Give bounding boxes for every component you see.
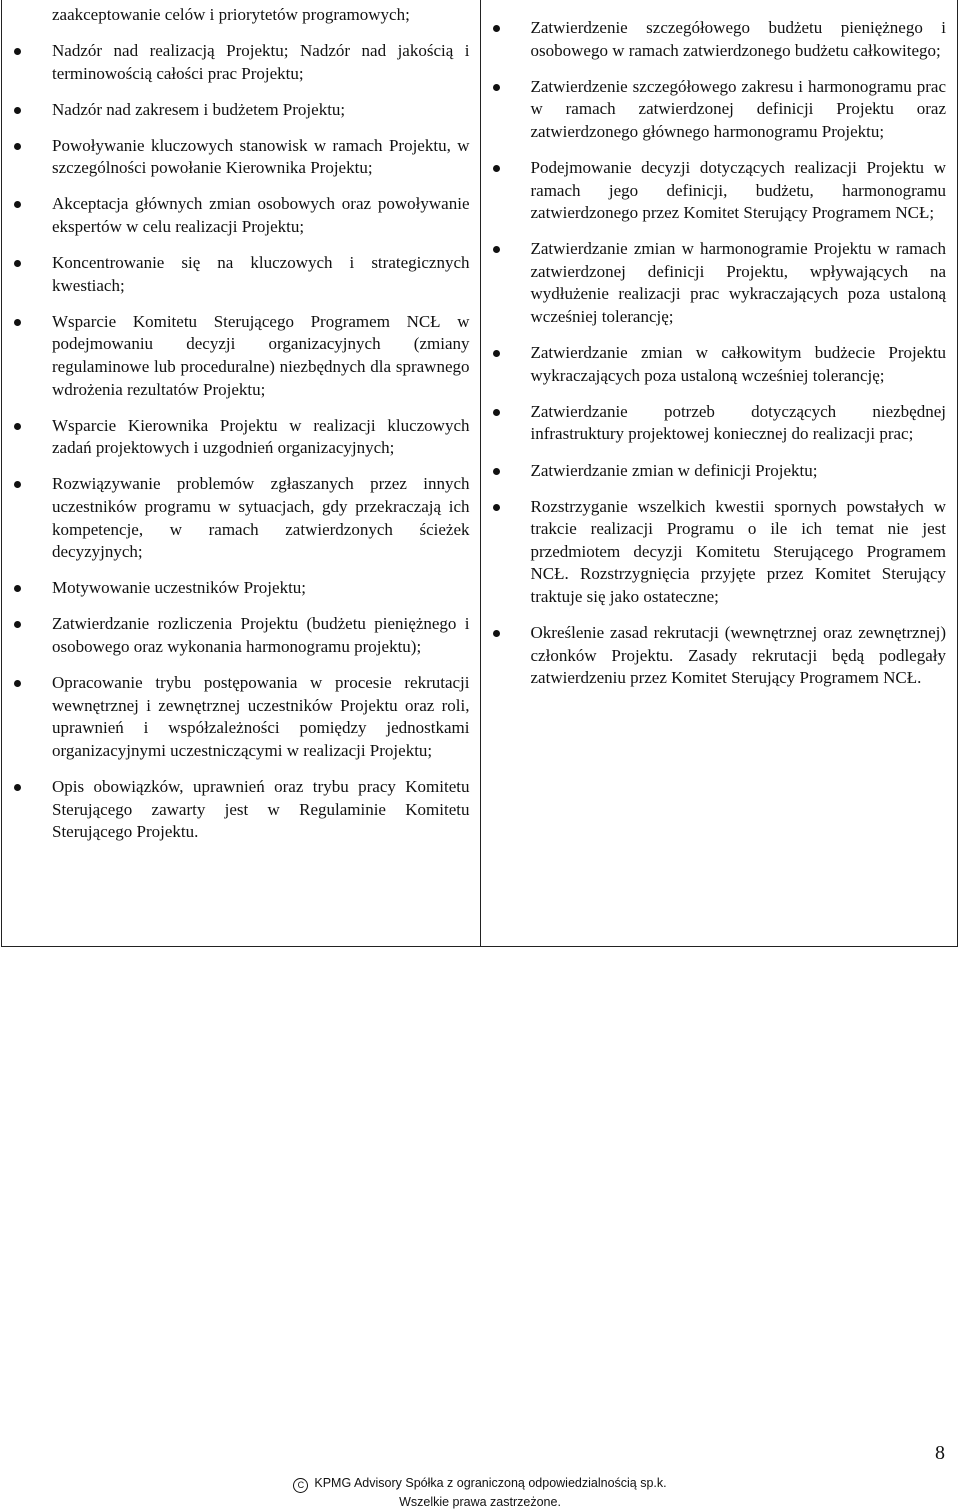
- left-bullet-list: [11, 40, 470, 844]
- footer-company-name: KPMG Advisory Spółka z ograniczoną odpowiedzialnością sp.k.: [314, 1476, 667, 1490]
- list-item-text: Opis obowiązków, uprawnień oraz trybu pracy Komitetu Sterującego zawarty jest w Regulaminie Komitetu Sterującego Projektu.: [52, 776, 470, 842]
- list-item-text: Nadzór nad zakresem i budżetem Projektu;: [52, 99, 346, 119]
- bullet-icon: [493, 246, 500, 253]
- bullet-icon: [14, 423, 21, 430]
- list-item: [11, 415, 470, 460]
- list-item-text: Zatwierdzanie zmian w całkowitym budżecie Projektu wykraczających poza ustaloną wcześniej tolerancję;: [530, 343, 946, 385]
- bullet-icon: [493, 350, 500, 357]
- list-item-text: Akceptacja głównych zmian osobowych oraz powoływanie ekspertów w celu realizacji Projektu;: [52, 194, 470, 237]
- bullet-icon: [14, 621, 21, 628]
- list-item: [11, 613, 470, 658]
- list-item-text: Podejmowanie decyzji dotyczących realizacji Projektu w ramach jego definicji, budżetu, harmonogramu zatwierdzonego przez Komitet Sterujący Programem NCŁ;: [530, 157, 946, 223]
- bullet-icon: [493, 409, 500, 416]
- list-item-text: Motywowanie uczestników Projektu;: [52, 578, 307, 598]
- list-item: [490, 17, 947, 62]
- left-column: [2, 0, 481, 946]
- bullet-icon: [14, 319, 21, 326]
- list-item-text: Zatwierdzenie szczegółowego zakresu i harmonogramu prac w ramach zatwierdzonej definicji Projektu oraz zatwierdzonego głównego harmonogramu Projektu;: [530, 76, 946, 141]
- footer-company-line: [0, 1474, 960, 1493]
- list-item: [11, 193, 470, 238]
- bullet-icon: [493, 25, 500, 32]
- page-number: 8: [935, 1442, 945, 1464]
- bullet-icon: [14, 784, 21, 791]
- list-item-text: Wsparcie Komitetu Sterującego Programem NCŁ w podejmowaniu decyzji organizacyjnych (zmiany regulaminowe lub proceduralne) niezbędnych dla sprawnego wdrożenia rezultatów Projektu;: [52, 311, 470, 399]
- list-item: [490, 460, 947, 483]
- responsibilities-table: [1, 0, 958, 947]
- list-item: [11, 473, 470, 563]
- bullet-icon: [493, 165, 500, 172]
- bullet-icon: [493, 468, 500, 475]
- bullet-icon: [14, 48, 21, 55]
- list-item: [490, 401, 947, 446]
- list-item-text: Zatwierdzanie potrzeb dotyczących niezbędnej infrastruktury projektowej koniecznej do realizacji prac;: [530, 401, 946, 444]
- list-item-text: Rozwiązywanie problemów zgłaszanych przez innych uczestników programu w sytuacjach, gdy przekraczają ich kompetencje, w ramach zatwierdzonych ścieżek decyzyjnych;: [52, 474, 470, 562]
- list-item-text: Wsparcie Kierownika Projektu w realizacji kluczowych zadań projektowych i uzgodnień organizacyjnych;: [52, 415, 470, 458]
- list-item: [11, 252, 470, 297]
- list-item: [490, 622, 947, 690]
- bullet-icon: [14, 107, 21, 114]
- list-item-text: Zatwierdzanie zmian w definicji Projektu;: [530, 460, 818, 480]
- bullet-icon: [493, 630, 500, 637]
- list-item-text: Opracowanie trybu postępowania w procesie rekrutacji wewnętrznej i zewnętrznej uczestników Projektu oraz roli, uprawnień i współzależności pomiędzy jednostkami organizacyjnymi uczestniczącymi w realizacji Projektu;: [52, 673, 470, 760]
- list-item-text: Rozstrzyganie wszelkich kwestii spornych powstałych w trakcie realizacji Programu o ile ich temat nie jest przedmiotem decyzji Komitetu Sterującego Programem NCŁ. Rozstrzygnięcia przyjęte przez Komitet Sterujący traktuje się jako ostateczne;: [530, 496, 946, 606]
- list-item: [11, 40, 470, 85]
- copyright-icon: C: [293, 1478, 308, 1493]
- bullet-icon: [14, 143, 21, 150]
- bullet-icon: [14, 585, 21, 592]
- bullet-icon: [493, 504, 500, 511]
- bullet-icon: [493, 84, 500, 91]
- bullet-icon: [14, 481, 21, 488]
- list-item: [11, 99, 470, 122]
- list-item-text: Koncentrowanie się na kluczowych i strategicznych kwestiach;: [52, 253, 470, 295]
- footer-rights: Wszelkie prawa zastrzeżone.: [399, 1495, 561, 1509]
- list-item: [11, 135, 470, 180]
- footer: [0, 1474, 960, 1511]
- list-item: [490, 76, 947, 144]
- list-item: [490, 342, 947, 387]
- list-item-text: Zatwierdzanie zmian w harmonogramie Projektu w ramach zatwierdzonej definicji Projektu, wpływających na wydłużenie realizacji prac wykraczających poza ustaloną wcześniej tolerancję;: [530, 239, 946, 327]
- list-item: [11, 311, 470, 401]
- list-item: [490, 496, 947, 609]
- list-item-text: Zatwierdzanie rozliczenia Projektu (budżetu pieniężnego i osobowego oraz wykonania harmonogramu projektu);: [52, 614, 470, 656]
- bullet-icon: [14, 260, 21, 267]
- right-bullet-list: [490, 17, 947, 690]
- list-item-text: Określenie zasad rekrutacji (wewnętrznej oraz zewnętrznej) członków Projektu. Zasady rekrutacji będą podlegały zatwierdzeniu przez Komitet Sterujący Programem NCŁ.: [530, 623, 946, 688]
- list-item: [11, 672, 470, 762]
- left-column-lead-text: zaakceptowanie celów i priorytetów programowych;: [52, 5, 410, 24]
- list-item: [11, 776, 470, 844]
- right-column: [481, 0, 958, 946]
- list-item-text: Zatwierdzenie szczegółowego budżetu pieniężnego i osobowego w ramach zatwierdzonego budżetu całkowitego;: [530, 18, 946, 60]
- list-item: [490, 238, 947, 328]
- list-item-text: Nadzór nad realizacją Projektu; Nadzór nad jakością i terminowością całości prac Projektu;: [52, 41, 470, 83]
- list-item-text: Powoływanie kluczowych stanowisk w ramach Projektu, w szczególności powołanie Kierownika Projektu;: [52, 135, 470, 178]
- list-item: [11, 577, 470, 600]
- bullet-icon: [14, 201, 21, 208]
- bullet-icon: [14, 680, 21, 687]
- list-item: [490, 157, 947, 225]
